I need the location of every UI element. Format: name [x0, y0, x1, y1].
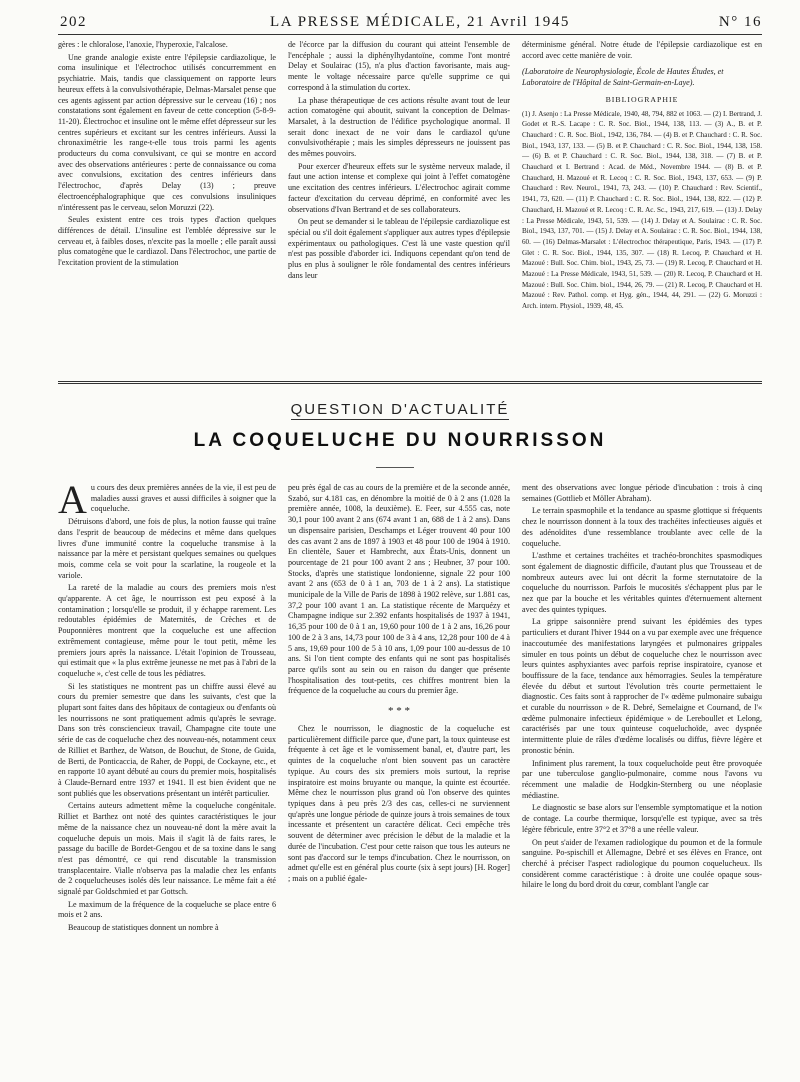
paragraph: Pour exercer d'heureux effets sur le système nerveux malade, il faut une action intense et complexe qui joint à l'effet comatogène une excitation des centres inférieurs. L'électrochoc agirait comme facteur d'excitation du cerveau déprimé, en conformité avec les observations d'Ivan Bertrand et de ses collaborateurs. [288, 161, 510, 214]
article-column-1 [58, 483, 276, 1073]
bibliography-list: (1) J. Asenjo : La Presse Médicale, 1940, 48, 794, 882 et 1063. — (2) I. Bertrand, J. Godet et R.-S. Lacape : C. R. Soc. Biol., 1944, 138, 113. — (3) A., B. et P. Chauchard : C. R. Soc. Biol., 1942, 136, 784. — (4) B. et P. Chauchard : C. R. Soc. Biol., 1943, 137, 133. — (5) B. et P. Chauchard : C. R. Soc. Biol., 1944, 138, 158. — (6) B. et P. Chauchard : C. R. Soc. Biol., 1944, 138, 318. — (7) B. et P. Chauchard et I. Bertrand : Acad. de Méd., Novembre 1944. — (8) B. et P. Chauchard, H. Mazoué et R. Lecoq : C. R. Soc. Biol., 1943, 137, 653. — (9) P. Chauchard : Rev. Neurol., 1941, 73, 243. — (10) P. Chauchard : Rev. Scientif., 1941, 73, 620. — (11) P. Chauchard : C. R. Soc. Biol., 1944, 138, 822. — (12) P. Chauchard, H. Mazoué et R. Lecoq : C. R. Ac. Sc., 1943, 217, 619. — (13) J. Delay : La Presse Médicale, 1943, 51, 539. — (14) J. Delay et A. Soulairac : C. R. Soc. Biol., 1943, 137, 701. — (15) J. Delay et A. Soulairac : C. R. Soc. Biol., 1944, 138, 60. — (16) Delmas-Marsalet : L'électrochoc thérapeutique, Paris, 1943. — (17) P. Glet : C. R. Soc. Biol., 1944, 135, 307. — (18) R. Lecoq, P. Chauchard et H. Mazoué : Bull. Soc. Chim. biol., 1943, 25, 73. — (19) R. Lecoq, P. Chauchard et H. Mazoué : La Presse Médicale, 1943, 51, 539. — (20) R. Lecoq, P. Chauchard et H. Mazoué : Bull. Soc. Chim. biol., 1944, 26, 79. — (21) R. Lecoq, P. Chauchard et H. Mazoué : Rev. Pathol. comp. et Hyg. gén., 1944, 44, 291. — (22) G. Moruzzi : Arch. intern. Physiol., 1939, 48, 45. [522, 109, 762, 311]
bibliography-heading: BIBLIOGRAPHIE [605, 94, 679, 104]
paragraph: La rareté de la maladie au cours des premiers mois n'est qu'apparente. A cet âge, le nourrisson est peu exposé à la contamination ; lorsqu'elle se produit, il y échappe rarement. Les redoutables épidémies de Maternités, de Crèches et de Pouponnières montrent que la coqueluche est une affection extrêmement contagieuse, même pour le tout petit, même les premiers jours après la naissance. L'était l'opinion de Trousseau, qui estimait que « la plus extrême jeunesse ne met pas à l'abri de la coqueluche », c'est celle de tous les pédiatres. [58, 583, 276, 678]
article-column-3 [522, 483, 762, 1073]
paragraph: Le diagnostic se base alors sur l'ensemble symptomatique et la notion de contage. La courbe thermique, lorsqu'elle est typique, avec sa très légère fébricule, entre 37°2 et 37°8 a une réelle valeur. [522, 803, 762, 834]
top-column-3 [522, 40, 762, 390]
section-break-stars: * * * [388, 705, 410, 718]
affiliation: (Laboratoire de Neurophysiologie, École de Hautes Études, et Laboratoire de l'Hôpital de Saint-Germain-en-Laye). [522, 67, 724, 88]
paragraph: On peut se demander si le tableau de l'épilepsie cardiazolique est spécial ou s'il doit également s'appliquer aux autres types d'épilepsie expérimentaux ou pathologiques. C'est là une vaste question qu'il n'est pas possible d'aborder ici. Indiquons cependant qu'on tend de plus en plus à souligner le rôle fondamental des centres inférieurs dans leur [288, 217, 510, 280]
paragraph: peu près égal de cas au cours de la première et de la seconde année, Szabó, sur 4.181 cas, en dénombre la moitié de 0 à 2 ans (1.028 la première année, 1008, la deuxième). E. Feer, sur 4.555 cas, note 30,1 pour 100 avant 2 ans (674 avant 1 an, 688 de 1 à 2 ans). Dans un dispensaire parisien, Deschamps et Léger trouvent 40 pour 100 des cas avant 2 ans de 1897 à 1903 et 48 pour 100 de 1904 à 1910. En clientèle, Sauer et Hambrecht, aux États-Unis, donnent un pourcentage de 21 pour 100 avant 2 ans ; Heubner, 37 pour 100. Stocks, d'après une statistique londonienne, signale 22 pour 100 avant 2 ans (653 de 0 à 1 an, 703 de 1 à 2 ans). La statistique municipale de la Ville de Paris de 1898 à 1902 relève, sur 1.881 cas, 37,2 pour 100 avant 1 an. La statistique récente de Marquézy et Champagne indique sur 2.392 enfants hospitalisés de 1937 à 1941, 16,35 pour 100 de 0 à 1 an, 19,60 pour 100 de 1 à 2 ans, 16,26 pour 100 de 2 à 3 ans, 14,73 pour 100 de 3 à 4 ans, 12,28 pour 100 de 4 à 5 ans, 19,69 pour 100 de 5 à 10 ans, 1,09 pour 100 au-dessus de 10 ans. Si l'on tient compte des enfants qui ne sont pas hospitalisés parce qu'ils sont au sein ou en raison du danger que présente l'hospitalisation des tout-petits, ces chiffres montrent bien la fréquence de la coqueluche au cours du premier âge. [288, 483, 510, 696]
paragraph: Si les statistiques ne montrent pas un chiffre aussi élevé au cours du premier semestre que dans les suivants, c'est que la plupart sont faites dans des hôpitaux de contagieux ou d'enfants où les nourrissons ne sont pratiquement admis qu'après le sevrage. Dans son très consciencieux travail, Champagne cite toute une série de cas de coqueluche chez des nouveau-nés, notamment ceux de Rilliet et Barthez, de Watson, de Bouchut, de Stone, de Guida, de Berti, de Ponticaccia, de Raher, de Poppi, de Cockayne, etc., et en rapporte 10 ayant débuté au cours du premier mois, hospitalisés à Claude-Bernard entre 1937 et 1941. Il est bien évident que ne sont publiés que les observations présentant un intérêt particulier. [58, 681, 276, 798]
kicker-text: QUESTION D'ACTUALITÉ [290, 401, 510, 418]
paragraph: Le terrain spasmophile et la tendance au spasme glottique si fréquents chez le nourrisson donnent à la toux des trachéites infectieuses aiguës et des adénoïdites d'une ressemblance troublante avec celle de la coqueluche. [522, 506, 762, 548]
paragraph: Infiniment plus rarement, la toux coqueluchoïde peut être provoquée par une tuberculose ganglio-pulmonaire, comme nous l'avons vu récemment une maladie de Hodgkin-Sternberg ou une néoplasie médiastine. [522, 758, 762, 800]
lead-text: u cours des deux premières années de la vie, il est peu de maladies aussi graves et aussi difficiles à soigner que la coqueluche. [90, 483, 276, 514]
paragraph: ment des observations avec longue période d'incubation : trois à cinq semaines (Gottlieb et Möller Abraham). [522, 483, 762, 503]
paragraph: Certains auteurs admettent même la coqueluche congénitale. Rilliet et Barthez ont noté des quintes caractéristiques le jour même de la naissance chez un nouveau-né dont la mère avait la coqueluche depuis un mois. Mais il s'agit là de faits rares, le passage du bacille de Bordet-Gengou et de sa toxine dans le sang n'est pas démontré, ce qui rend discutable la transmission transplacentaire. Vialle n'observa pas la maladie chez les enfants de 2 coquelucheuses isolés dès leur naissance. Le même fait a été signalé par Goldschmied et par Gottsch. [58, 801, 276, 897]
paragraph: La grippe saisonnière prend suivant les épidémies des types particuliers et durant l'hiver 1944 on a vu par exemple avec une fréquence inaccoutumée des manifestations laryngées et pulmonaires grippales simuler en tous points un début de coqueluche chez le nourrisson avec leurs quintes asphyxiantes avec parfois reprise inspiratoire, cyanose et bouffissure de la face, tendance aux hémorragies. Seules la température élevée du début et surtout l'évolution très courte permettaient le diagnostic. Ces faits sont à rapprocher de l'« œdème pulmonaire subaigu et curable du nourrisson » de R. Debré, Semelaigne et Cournand, de l'« œdème pulmonaire infectieux épidémique » de Lereboullet et Lelong, caractérisés par une toux quinteuse coqueluchoïde, avec dyspnée intermittente pluie de râles d'œdème localisés ou diffus, fièvre légère et pronostic bénin. [522, 617, 762, 755]
running-header [60, 14, 762, 30]
section-rule-double [58, 383, 762, 384]
article-title: LA COQUELUCHE DU NOURRISSON [193, 430, 607, 451]
drop-cap: A [58, 483, 87, 522]
paragraph: Détruisons d'abord, une fois de plus, la notion fausse qui traîne dans l'esprit de beaucoup de médecins et même dans quelques livres d'une immunité contre la coqueluche transmise à la naissance par la mère et persistant quelques semaines ou quelques mois, comme cela se voit pour la scarlatine, la rougeole et la variole. [58, 517, 276, 580]
paragraph: Seules existent entre ces trois types d'action quelques différences de détail. L'insuline est l'emblée dépressive sur le cerveau et, à faibles doses, n'excite pas la moelle ; elle paraît aussi plus comatogène que le cardiazol. Dans l'électrochoc, une partie de l'excitation provient de la stimulation [58, 215, 276, 268]
paragraph: Le maximum de la fréquence de la coqueluche se place entre 6 mois et 2 ans. [58, 899, 276, 920]
article-column-2 [288, 483, 510, 1073]
top-column-1 [58, 40, 276, 390]
header-rule [58, 34, 762, 35]
lead-paragraph [58, 483, 276, 522]
paragraph: Chez le nourrisson, le diagnostic de la coqueluche est particulièrement difficile parce que, d'une part, la toux quinteuse est fréquente à cet âge et le vomissement banal, et, d'autre part, les quintes de la coqueluche n'ont bien souvent pas un caractère typique. Au cours des six premiers mois surtout, la reprise inspiratoire est moins bruyante ou manque, la quinte est écourtée. Même chez le nourrisson plus grand où l'on observe des quintes typiques dans à peu près 2/3 des cas, celles-ci ne surviennent qu'après une longue période de quinze jours à trois semaines de toux incessante et présentent un caractère délicat. Ceci empêche très souvent de déterminer avec précision le début de la maladie et la durée de l'incubation. C'est pour cette raison que tous les auteurs ne sont pas d'accord sur le temps d'incubation. Chez le nourrisson, on admet qu'elle est en général plus courte (six à sept jours) [H. Roger] ; mais on a publié égale- [288, 724, 510, 883]
paragraph: déterminisme général. Notre étude de l'épilepsie cardiazolique est en accord avec cette manière de voir. [522, 40, 762, 60]
title-rule [376, 467, 414, 468]
paragraph: On peut s'aider de l'examen radiologique du poumon et de la formule sanguine. Po-spischill et Allemagne, Debré et ses élèves en France, ont cherché à préciser l'aspect radiologique du poumon coquelucheux. Ils considèrent comme caractéristique : à droite une coulée opaque sous-hilaire le long du bord droit du cœur, comblant l'angle car [522, 837, 762, 890]
section-rule [58, 381, 762, 382]
page-number: 202 [60, 14, 87, 30]
section-kicker [0, 401, 800, 418]
top-column-2 [288, 40, 510, 390]
paragraph: gères : le chloralose, l'anoxie, l'hyperoxie, l'alcalose. [58, 40, 228, 49]
paragraph: L'asthme et certaines trachéites et trachéo-bronchites spasmodiques sont également de diagnostic difficile, d'autant plus que Trousseau et de nombreux auteurs avec lui ont décrit la forme sternutatoire de la coqueluche du nourrisson. Parfois le mucosités s'échappent plus par le nez que par la bouche et les véritables quintes d'éternuement alternent avec des quintes typiques. [522, 551, 762, 614]
paragraph: La phase thérapeutique de ces actions résulte avant tout de leur action comatogène qui aboutit, suivant la conception de Delmas-Marsalet, à la destruction de l'édifice psychologique anormal. Il serait donc inexact de ne voir dans le cardiazol qu'une convulsivothérapie ; mais les simples dépresseurs ne jouissent pas des mêmes pouvoirs. [288, 95, 510, 159]
paragraph: de l'écorce par la diffusion du courant qui atteint l'ensemble de l'encéphale ; aussi la diphénylhydantoïne, comme l'ont montré Delay et Soulairac (15), n'a plus d'action favorisante, mais augmente le voltage nécessaire parce qu'elle supprime ce qui correspond à la stimulation du cortex. [288, 40, 510, 92]
issue-number: N° 16 [718, 14, 762, 30]
paragraph: Beaucoup de statistiques donnent un nombre à [68, 923, 219, 933]
journal-title: LA PRESSE MÉDICALE, 21 Avril 1945 [270, 14, 571, 30]
paragraph: Une grande analogie existe entre l'épilepsie cardiazolique, le coma insulinique et l'électrochoc utilisés concurremment en psychiatrie. Mais, tandis que classiquement on rapporte leurs heureux effets à la convulsivothérapie, Delmas-Marsalet pense que ces agents agissent par action dépressive sur le cerveau (16) ; nos constatations sont également en faveur de cette conception (5-8-9-11-20). Électrochoc et insuline ont le même effet dépresseur sur les centres supérieurs et excitant sur les centres inférieurs. Aussi la chronaximétrie les range-t-elle tous trois parmi les agents producteurs du coma convulsivant, ce qui se montre en accord avec des observations antérieures : perte de connaissance ou coma avec convulsions, excitation des centres inférieurs dans l'électrochoc, d'après Delay (13) ; preuve électroencéphalographique que ces convulsions insuliniques n'intéressent pas le cerveau, selon Moruzzi (22). [58, 52, 276, 212]
